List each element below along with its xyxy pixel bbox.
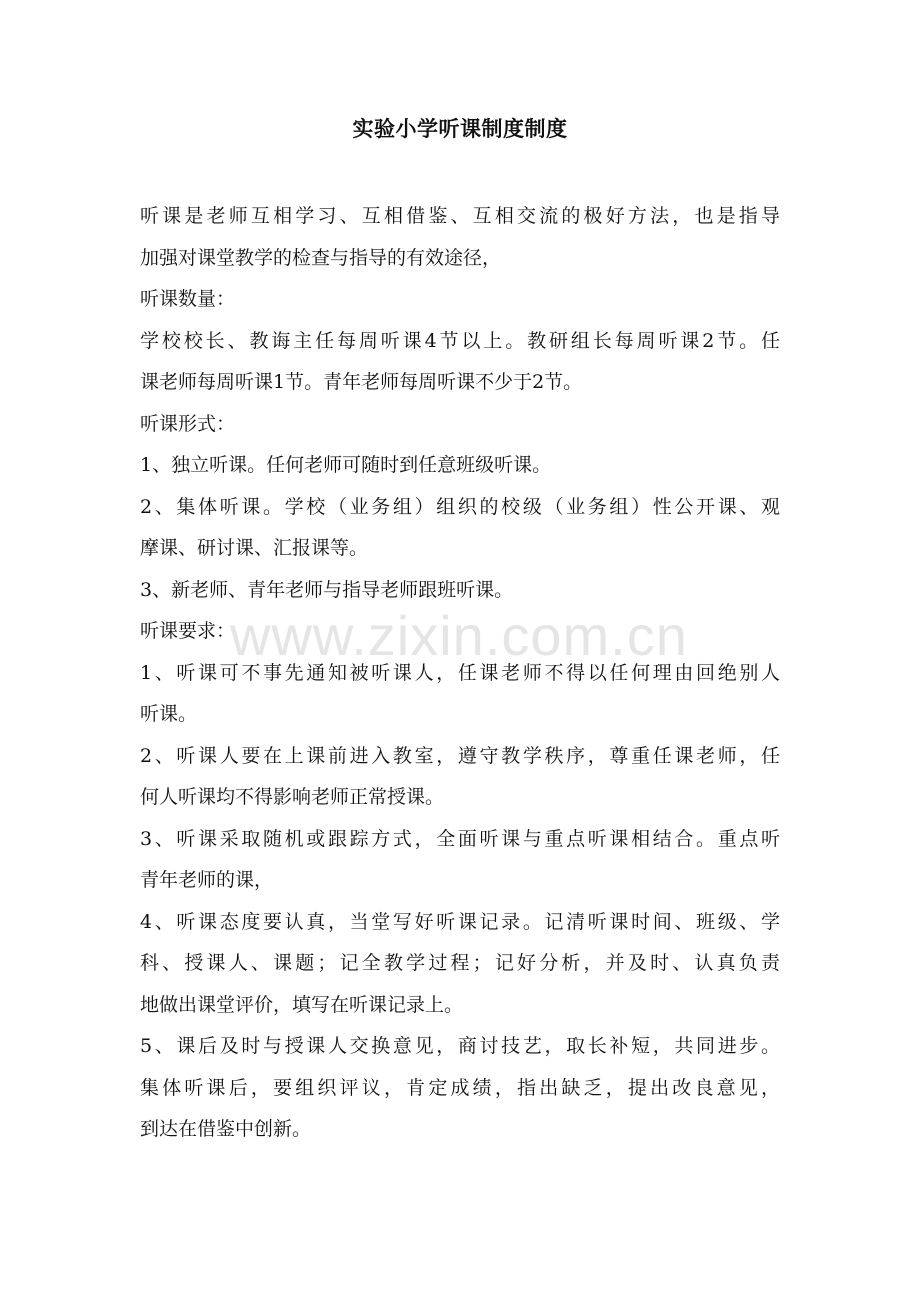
paragraph-line: 摩课、研讨课、汇报课等。 <box>140 537 369 559</box>
paragraph <box>140 279 780 321</box>
paragraph-line: 听课。 <box>140 703 198 725</box>
paragraph-line: 听课形式： <box>140 412 236 435</box>
paragraph-line: 课老师每周听课1节。青年老师每周听课不少于2节。 <box>140 371 583 393</box>
watermark-text: www.zixin.com.cn <box>230 604 688 667</box>
paragraph <box>140 445 780 487</box>
paragraph <box>140 611 780 653</box>
document-title: 实验小学听课制度制度 <box>352 116 568 141</box>
paragraph-line: 2、集体听课。学校（业务组）组织的校级（业务组）性公开课、观 <box>140 495 780 518</box>
paragraph-line: 何人听课均不得影响老师正常授课。 <box>140 786 445 808</box>
paragraph-line: 听课要求： <box>140 620 236 642</box>
paragraph-line: 1、独立听课。任何老师可随时到任意班级听课。 <box>140 454 552 476</box>
paragraph-line: 青年老师的课， <box>140 869 274 891</box>
paragraph <box>140 321 780 404</box>
paragraph-line: 地做出课堂评价，填写在听课记录上。 <box>140 993 464 1016</box>
paragraph-line: 到达在借鉴中创新。 <box>140 1118 312 1140</box>
paragraph <box>140 819 780 902</box>
document-body <box>140 196 780 1151</box>
paragraph <box>140 196 780 279</box>
paragraph <box>140 736 780 819</box>
paragraph <box>140 404 780 446</box>
paragraph-line: 科、授课人、课题；记全教学过程；记好分析，并及时、认真负责 <box>140 952 780 974</box>
paragraph <box>140 653 780 736</box>
paragraph-line: 2、听课人要在上课前进入教室，遵守教学秩序，尊重任课老师，任 <box>140 744 780 767</box>
paragraph-line: 集体听课后，要组织评议，肯定成绩，指出缺乏，提出改良意见， <box>140 1076 780 1099</box>
paragraph-line: 加强对课堂教学的检查与指导的有效途径， <box>140 246 502 269</box>
paragraph <box>140 1026 780 1151</box>
paragraph-line: 3、新老师、青年老师与指导老师跟班听课。 <box>140 578 514 601</box>
paragraph <box>140 902 780 1027</box>
paragraph <box>140 487 780 570</box>
paragraph <box>140 570 780 612</box>
paragraph-line: 3、听课采取随机或跟踪方式，全面听课与重点听课相结合。重点听 <box>140 827 780 850</box>
paragraph-line: 听课数量： <box>140 288 236 310</box>
paragraph-line: 学校校长、教诲主任每周听课4节以上。教研组长每周听课2节。任 <box>140 329 780 352</box>
paragraph-line: 听课是老师互相学习、互相借鉴、互相交流的极好方法，也是指导 <box>140 205 780 227</box>
paragraph-line: 1、听课可不事先通知被听课人，任课老师不得以任何理由回绝别人 <box>140 661 780 684</box>
paragraph-line: 5、课后及时与授课人交换意见，商讨技艺，取长补短，共同进步。 <box>140 1035 780 1057</box>
paragraph-line: 4、听课态度要认真，当堂写好听课记录。记清听课时间、班级、学 <box>140 910 780 933</box>
